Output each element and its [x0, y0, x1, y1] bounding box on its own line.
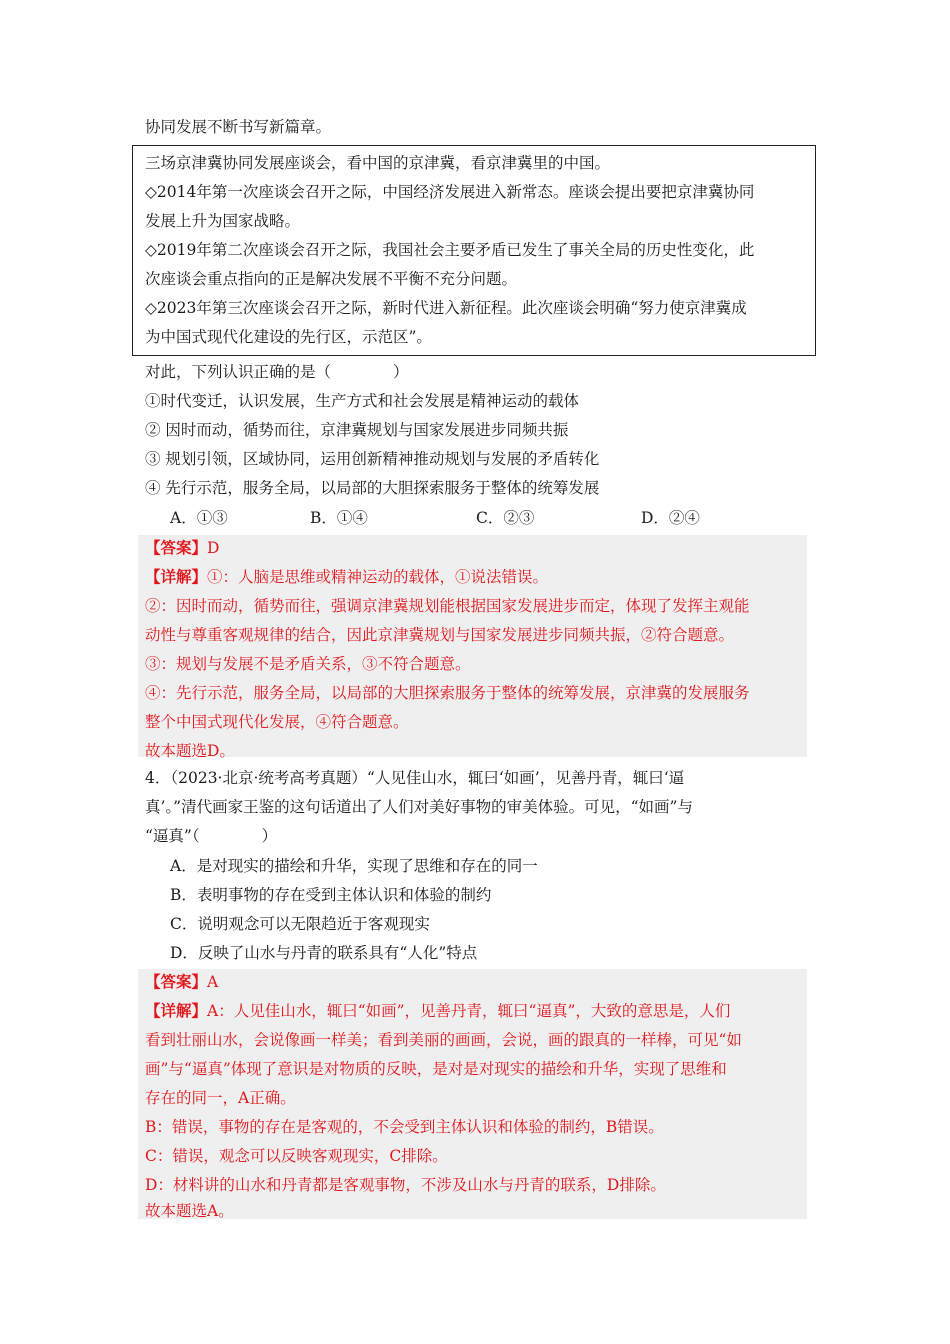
- choice-c: C．②③: [476, 509, 535, 527]
- detail-line: 看到壮丽山水，会说像画一样美；看到美丽的画画，会说，画的跟真的一样棒，可见“如: [145, 1031, 742, 1049]
- box-line: 次座谈会重点指向的正是解决发展不平衡不充分问题。: [145, 270, 518, 288]
- question-stem: 真’。”清代画家王鉴的这句话道出了人们对美好事物的审美体验。可见，“如画”与: [145, 798, 693, 816]
- material-box: [132, 145, 816, 356]
- answer-value: A: [207, 973, 219, 991]
- choice-d: D．②④: [641, 509, 700, 527]
- question-stem: “逼真”（ ）: [145, 827, 278, 845]
- box-line: 三场京津冀协同发展座谈会，看中国的京津冀，看京津冀里的中国。: [145, 154, 611, 172]
- statement: ③ 规划引领，区域协同，运用创新精神推动规划与发展的矛盾转化: [145, 450, 600, 468]
- question-stem: 4．（2023·北京·统考高考真题）“人见佳山水，辄曰‘如画’，见善丹青，辄曰‘逼: [145, 769, 685, 787]
- detail-line: C：错误，观念可以反映客观现实，C排除。: [145, 1147, 448, 1165]
- answer-tag: 【答案】: [145, 972, 208, 991]
- detail-line: ④：先行示范，服务全局，以局部的大胆探索服务于整体的统筹发展，京津冀的发展服务: [145, 684, 750, 702]
- detail-line: D：材料讲的山水和丹青都是客观事物，不涉及山水与丹青的联系，D排除。: [145, 1176, 666, 1194]
- detail-line: 故本题选D。: [145, 742, 235, 760]
- detail-line: 存在的同一，A正确。: [145, 1089, 296, 1107]
- statement: ①时代变迁，认识发展，生产方式和社会发展是精神运动的载体: [145, 392, 580, 410]
- box-line: ◇2019年第二次座谈会召开之际，我国社会主要矛盾已发生了事关全局的历史性变化，此: [145, 241, 755, 259]
- box-line: 为中国式现代化建设的先行区，示范区”。: [145, 328, 432, 346]
- choice-b: B．①④: [310, 509, 368, 527]
- answer-tag: 【答案】: [145, 538, 208, 557]
- detail-line: ②：因时而动，循势而往，强调京津冀规划能根据国家发展进步而定，体现了发挥主观能: [145, 597, 750, 615]
- detail-line: ③：规划与发展不是矛盾关系，③不符合题意。: [145, 655, 471, 673]
- detail-line: 动性与尊重客观规律的结合，因此京津冀规划与国家发展进步同频共振，②符合题意。: [145, 626, 735, 644]
- detail-line: 故本题选A。: [145, 1202, 234, 1220]
- answer-line: [145, 972, 218, 992]
- option-c: C．说明观念可以无限趋近于客观现实: [170, 915, 430, 933]
- box-line: ◇2023年第三次座谈会召开之际，新时代进入新征程。此次座谈会明确“努力使京津冀成: [145, 299, 747, 317]
- detail-tag: 【详解】: [145, 1001, 208, 1020]
- detail-line: 整个中国式现代化发展，④符合题意。: [145, 713, 409, 731]
- option-d: D．反映了山水与丹青的联系具有“人化”特点: [170, 944, 478, 962]
- statement: ② 因时而动，循势而往，京津冀规划与国家发展进步同频共振: [145, 421, 569, 439]
- detail-line: 画”与“逼真”体现了意识是对物质的反映，是对是对现实的描绘和升华，实现了思维和: [145, 1060, 727, 1078]
- option-a: A．是对现实的描绘和升华，实现了思维和存在的同一: [170, 857, 538, 875]
- detail-text: A：人见佳山水，辄曰“如画”，见善丹青，辄曰“逼真”，大致的意思是，人们: [207, 1002, 731, 1020]
- box-line: ◇2014年第一次座谈会召开之际，中国经济发展进入新常态。座谈会提出要把京津冀协同: [145, 183, 755, 201]
- detail-line: B：错误，事物的存在是客观的，不会受到主体认识和体验的制约，B错误。: [145, 1118, 664, 1136]
- answer-line: [145, 538, 219, 558]
- answer-value: D: [207, 539, 220, 557]
- box-line: 发展上升为国家战略。: [145, 212, 301, 230]
- question-stem: 对此，下列认识正确的是（ ）: [145, 363, 409, 381]
- detail-line: [145, 1001, 730, 1021]
- detail-text: ①：人脑是思维或精神运动的载体，①说法错误。: [207, 568, 549, 586]
- option-b: B．表明事物的存在受到主体认识和体验的制约: [170, 886, 492, 904]
- detail-line: [145, 567, 548, 587]
- intro-line: 协同发展不断书写新篇章。: [145, 118, 332, 136]
- statement: ④ 先行示范，服务全局，以局部的大胆探索服务于整体的统筹发展: [145, 479, 600, 497]
- choice-a: A．①③: [170, 509, 228, 527]
- detail-tag: 【详解】: [145, 567, 208, 586]
